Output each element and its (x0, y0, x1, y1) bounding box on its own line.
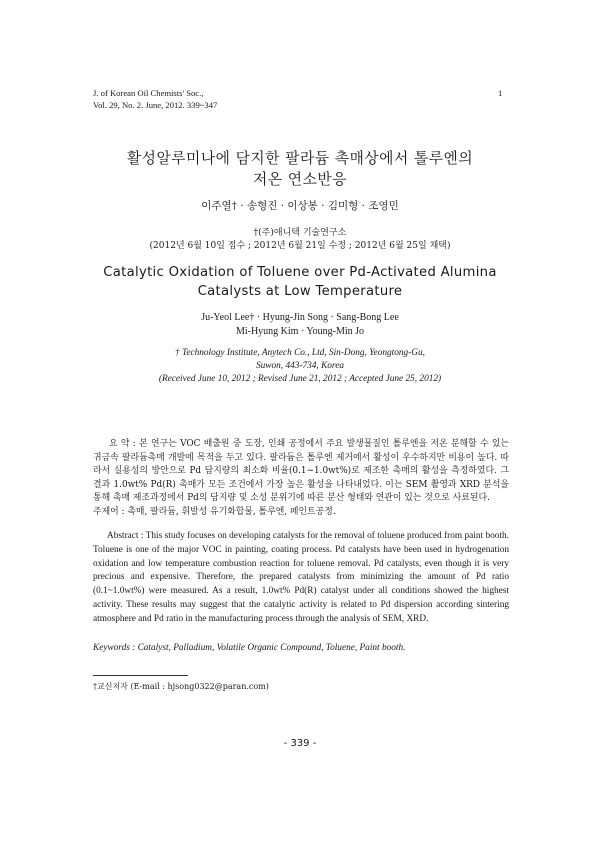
english-dates: (Received June 10, 2012 ; Revised June 21, 2012 ; Accepted June 25, 2012) (158, 374, 442, 384)
english-authors-line1: Ju-Yeol Lee† · Hyung-Jin Song · Sang-Bong Lee (201, 312, 399, 323)
journal-volume: Vol. 29, No. 2. June, 2012. 339~347 (93, 99, 218, 110)
korean-abstract: 요 약 : 본 연구는 VOC 배출원 중 도장, 인쇄 공정에서 주요 발생물질인 톨루엔을 저온 분해할 수 있는 귀금속 팔라듐촉매 개발에 목적을 두고 있다. 팔라듐은 톨루엔 제거에서 활성이 우수하지만 비용이 높다. 따라서 실용성의 방안으로 Pd 담지량의 최소화 비율(0.1~1.0wt%)로 제조한 촉매의 활성을 측정하였다. 그 결과 1.0wt% Pd(R) 촉매가 모든 조건에서 가장 높은 활성을 나타내었다. 이는 SEM 촬영과 XRD 분석을 통해 촉매 제조과정에서 Pd의 담지량 및 소성 분위기에 따른 분산 형태와 연관이 있는 것으로 사료된다. (93, 439, 509, 503)
corresponding-author-footnote: †교신저자 (E-mail : hjsong0322@paran.com) (93, 682, 269, 691)
korean-affiliation: †(주)애니텍 기술연구소 (253, 228, 347, 238)
english-authors-line2: Mi-Hyung Kim · Young-Min Jo (235, 325, 365, 337)
korean-dates: (2012년 6월 10일 접수 ; 2012년 6월 21일 수정 ; 2012년 6월 25일 채택) (149, 241, 451, 251)
journal-name: J. of Korean Oil Chemists' Soc., (93, 88, 204, 98)
english-authors (0, 311, 600, 338)
korean-affiliation-block (0, 227, 600, 253)
page-corner-number: 1 (498, 88, 503, 98)
journal-citation (93, 88, 217, 111)
footnote-divider (93, 675, 188, 676)
korean-title (0, 148, 600, 190)
english-title-line1: Catalytic Oxidation of Toluene over Pd-Activated Alumina (103, 265, 497, 280)
english-affiliation-line2: Suwon, 443-734, Korea (256, 361, 344, 371)
page-number: - 339 - (283, 738, 317, 749)
english-title-line2: Catalysts at Low Temperature (197, 284, 403, 299)
english-affiliation (0, 347, 600, 386)
korean-title-line1: 활성알루미나에 담지한 팔라듐 촉매상에서 톨루엔의 (126, 150, 474, 167)
korean-authors: 이주열† · 송형진 · 이상봉 · 김미형 · 조영민 (201, 200, 399, 212)
korean-title-line2: 저온 연소반응 (253, 171, 347, 188)
english-title (0, 263, 600, 301)
english-abstract: Abstract : This study focuses on developing catalysts for the removal of toluene produced from paint booth. Toluene is one of the major VOC in painting, coating process. Pd catalysts have been used in hydrogenation oxidation and low temperature combustion reaction for toluene removal. Pd catalysts, even though it is very precious and expensive. Therefore, the prepared catalysts from minimizing the amount of Pd ratio (0.1~1.0wt%) were measured. As a result, 1.0wt% Pd(R) catalyst under all conditions showed the highest activity. These results may suggest that the catalytic activity is related to Pd dispersion according sintering atmosphere and Pd ratio in the manufacturing process through the analysis of SEM, XRD. (93, 531, 509, 624)
english-keywords: Keywords : Catalyst, Palladium, Volatile Organic Compound, Toluene, Paint booth. (93, 643, 406, 653)
english-affiliation-line1: † Technology Institute, Anytech Co., Ltd, Sin-Dong, Yeongtong-Gu, (175, 348, 425, 358)
korean-keywords: 주제어 : 촉매, 팔라듐, 휘발성 유기화합물, 톨루엔, 페인트공정. (93, 507, 336, 517)
